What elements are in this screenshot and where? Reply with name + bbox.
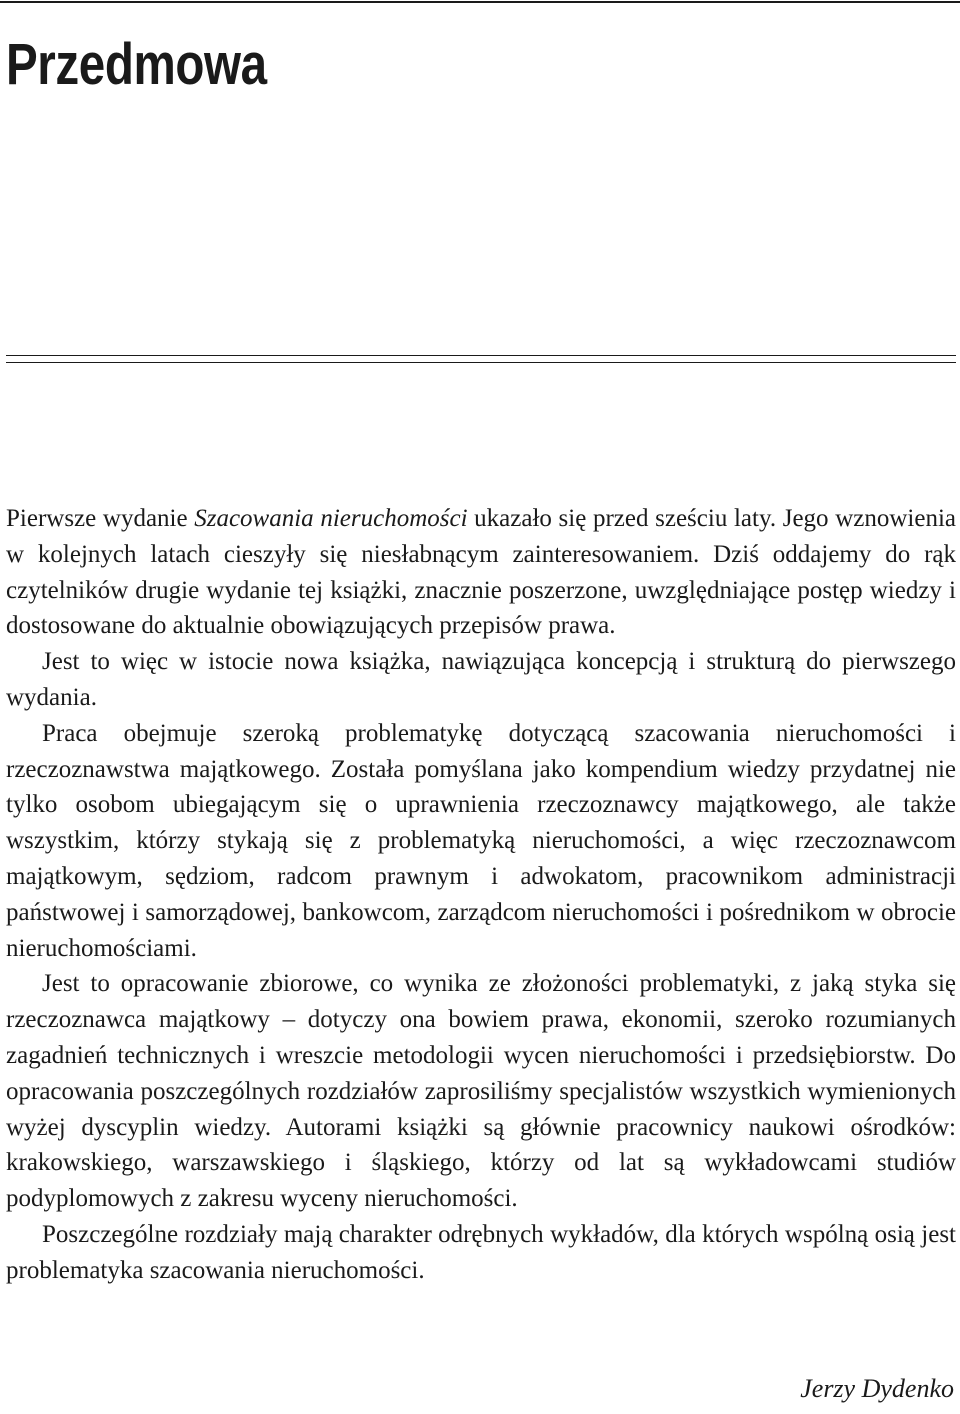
paragraph-1-text-after: ukazało się przed sześciu laty. Jego wznowienia w kolejnych latach cieszyły się niesłabnącym zainteresowaniem. Dziś oddajemy do rąk czytelników drugie wydanie tej książki, znacznie poszerzone, uwzględniające postęp wiedzy i dostosowane do aktualnie obowiązujących przepisów prawa.: [6, 505, 956, 640]
book-title-italic: Szacowania nieruchomości: [194, 505, 468, 532]
author-signature: Jerzy Dydenko: [800, 1374, 954, 1403]
paragraph-3: Praca obejmuje szeroką problematykę dotyczącą szacowania nieruchomości i rzeczoznawstwa majątkowego. Została pomyślana jako kompendium wiedzy przydatnej nie tylko osobom ubiegającym się o uprawnienia rzeczoznawcy majątkowego, ale także wszystkim, którzy stykają się z problematyką nieruchomości, a więc rzeczoznawcom majątkowym, sędziom, radcom prawnym i adwokatom, pracownikom administracji państwowej i samorządowej, bankowcom, zarządcom nieruchomości i pośrednikom w obrocie nieruchomościami.: [6, 719, 956, 962]
paragraph-2: Jest to więc w istocie nowa książka, nawiązująca koncepcją i strukturą do pierwszego wydania.: [6, 648, 956, 711]
paragraph-1-text-before: Pierwsze wydanie: [6, 505, 195, 532]
paragraph-1: [6, 501, 956, 644]
top-rule: [0, 1, 960, 3]
paragraph-4: Jest to opracowanie zbiorowe, co wynika ze złożoności problematyki, z jaką styka się rzeczoznawca majątkowy – dotyczy ona bowiem prawa, ekonomii, szeroko rozumianych zagadnień technicznych i wreszcie metodologii wycen nieruchomości i przedsiębiorstw. Do opracowania poszczególnych rozdziałów zaprosiliśmy specjalistów wszystkich wymienionych wyżej dyscyplin wiedzy. Autorami książki są głównie pracownicy naukowi ośrodków: krakowskiego, warszawskiego i śląskiego, którzy od lat są wykładowcami studiów podyplomowych z zakresu wyceny nieruchomości.: [6, 970, 956, 1213]
paragraph-5: Poszczególne rozdziały mają charakter odrębnych wykładów, dla których wspólną osią jest problematyka szacowania nieruchomości.: [6, 1220, 956, 1284]
page-title: Przedmowa: [6, 32, 267, 97]
preface-body: [6, 501, 956, 1289]
double-rule-divider: [6, 355, 956, 363]
